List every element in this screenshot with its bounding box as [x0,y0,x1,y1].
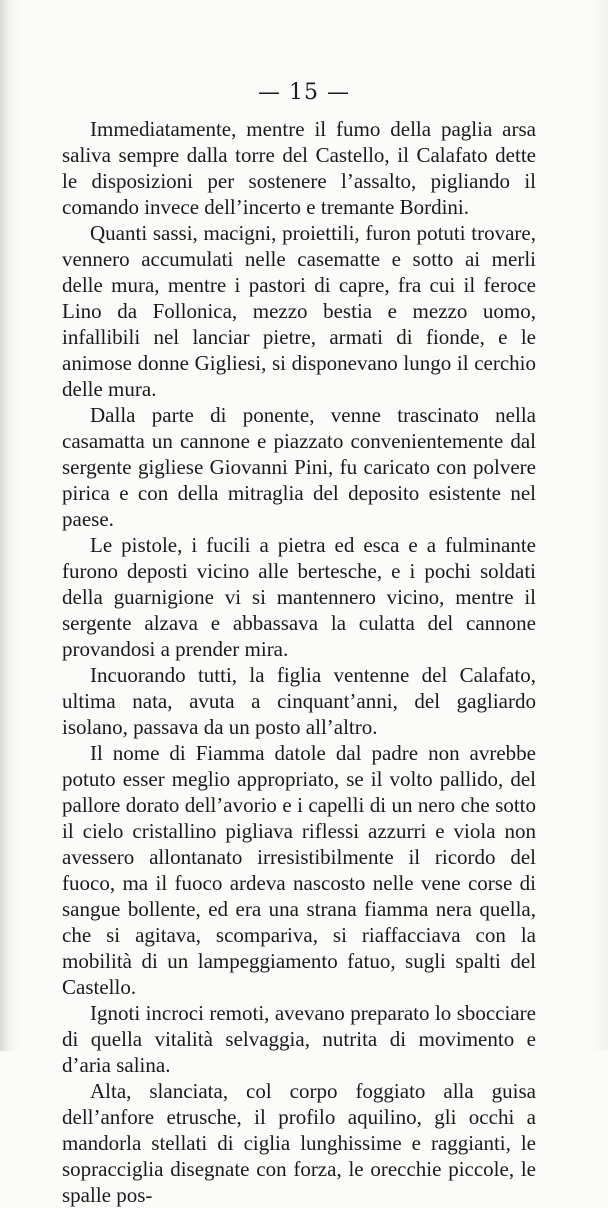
paragraph: Immediatamente, mentre il fumo della paglia arsa saliva sempre dalla torre del Castello, il Calafato dette le disposizioni per sostenere l’assalto, pigliando il comando invece dell’incerto e tremante Bordini. [62,117,536,219]
page-number: — 15 — [258,80,350,105]
paragraph: Dalla parte di ponente, venne trascinato nella casamatta un cannone e piazzato convenientemente dal sergente gigliese Giovanni Pini, fu caricato con polvere pirica e con della mitraglia del deposito esistente nel paese. [62,403,536,531]
body-text [62,116,536,1208]
paragraph: Il nome di Fiamma datole dal padre non avrebbe potuto esser meglio appropriato, se il volto pallido, del pallore dorato dell’avorio e i capelli di un nero che sotto il cielo cristallino pigliava riflessi azzurri e viola non avessero allontanato irresistibilmente il ricordo del fuoco, ma il fuoco ardeva nascosto nelle vene corse di sangue bollente, ed era una strana fiamma nera quella, che si agitava, scompariva, si riaffacciava con la mobilità di un lampeggiamento fatuo, sugli spalti del Castello. [62,741,536,999]
paragraph: Quanti sassi, macigni, proiettili, furon potuti trovare, vennero accumulati nelle casematte e sotto ai merli delle mura, mentre i pastori di capre, fra cui il feroce Lino da Follonica, mezzo bestia e mezzo uomo, infallibili nel lanciar pietre, armati di fionde, e le animose donne Gigliesi, si disponevano lungo il cerchio delle mura. [62,221,536,401]
paragraph: Alta, slanciata, col corpo foggiato alla guisa dell’anfore etrusche, il profilo aquilino, gli occhi a mandorla stellati di ciglia lunghissime e raggianti, le sopracciglia disegnate con forza, le orecchie piccole, le spalle pos- [62,1079,536,1207]
paragraph: Incuorando tutti, la figlia ventenne del Calafato, ultima nata, avuta a cinquant’anni, del gagliardo isolano, passava da un posto all’altro. [62,663,536,739]
paragraph: Le pistole, i fucili a pietra ed esca e a fulminante furono deposti vicino alle bertesche, e i pochi soldati della guarnigione vi si mantennero vicino, mentre il sergente alzava e abbassava la culatta del cannone provandosi a prender mira. [62,533,536,661]
paragraph: Ignoti incroci remoti, avevano preparato lo sbocciare di quella vitalità selvaggia, nutrita di movimento e d’aria salina. [62,1001,536,1077]
